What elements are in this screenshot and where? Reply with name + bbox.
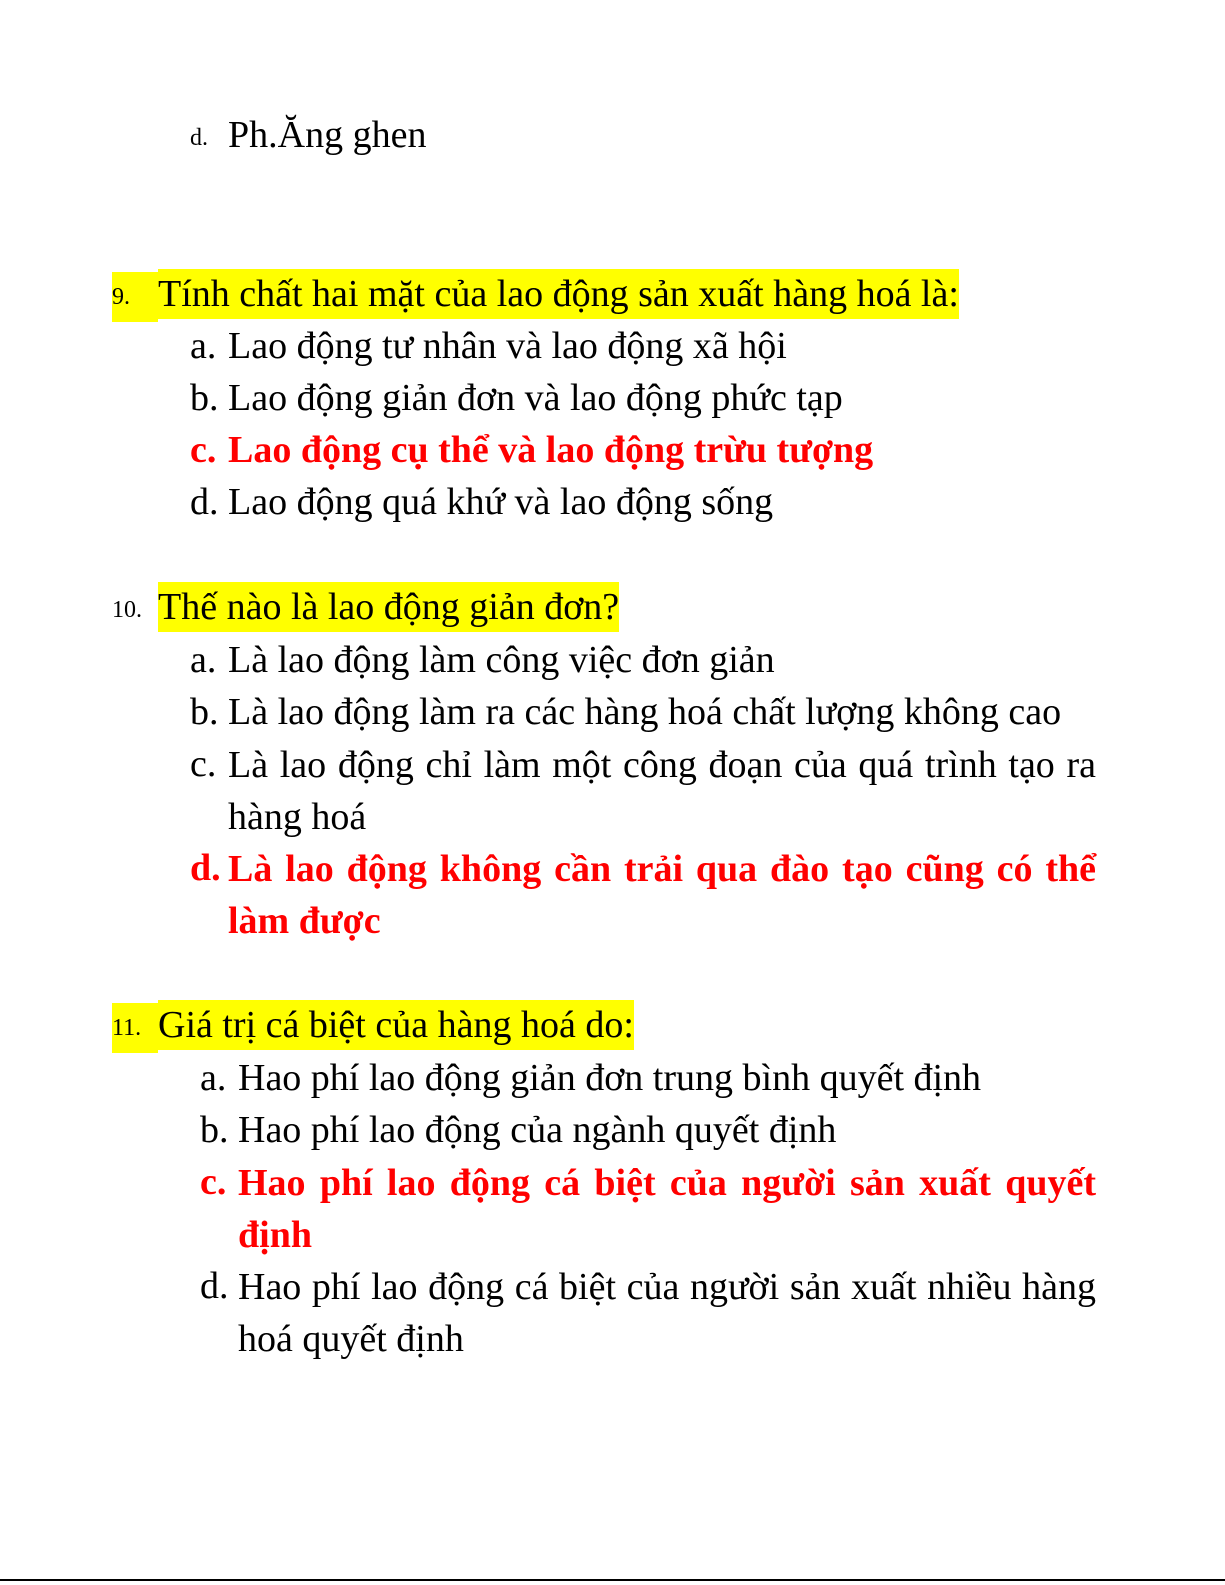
option-label-correct: c. bbox=[200, 1161, 227, 1203]
option-label-correct: d. bbox=[190, 847, 221, 889]
option-label: b. bbox=[190, 377, 219, 419]
option-label: c. bbox=[190, 743, 217, 785]
option-text: Lao động quá khứ và lao động sống bbox=[228, 481, 774, 523]
option-label: a. bbox=[200, 1057, 227, 1099]
option-text-correct: Là lao động không cần trải qua đào tạo cũng có thể làm được bbox=[228, 848, 1096, 942]
option-text: Hao phí lao động giản đơn trung bình quyết định bbox=[238, 1057, 982, 1099]
option-text: Là lao động chỉ làm một công đoạn của quá trình tạo ra hàng hoá bbox=[228, 744, 1096, 838]
question-number: 10. bbox=[112, 597, 142, 623]
question-text: Giá trị cá biệt của hàng hoá do: bbox=[158, 1000, 634, 1050]
prev-option-label: d. bbox=[190, 125, 208, 151]
option-text: Lao động tư nhân và lao động xã hội bbox=[228, 325, 787, 367]
option-text: Hao phí lao động cá biệt của người sản xuất nhiều hàng hoá quyết định bbox=[238, 1266, 1096, 1360]
question-number: 11. bbox=[112, 1003, 158, 1053]
option-text: Là lao động làm công việc đơn giản bbox=[228, 639, 775, 681]
option-label-correct: c. bbox=[190, 429, 217, 471]
page-bottom-rule bbox=[0, 1579, 1225, 1581]
option-label: b. bbox=[200, 1109, 229, 1151]
prev-option-text: Ph.Ăng ghen bbox=[228, 114, 427, 156]
option-label: a. bbox=[190, 325, 217, 367]
option-text-correct: Hao phí lao động cá biệt của người sản xuất quyết định bbox=[238, 1162, 1096, 1256]
option-label: a. bbox=[190, 639, 217, 681]
option-text-correct: Lao động cụ thể và lao động trừu tượng bbox=[228, 429, 874, 471]
option-label: d. bbox=[190, 481, 219, 523]
option-text: Là lao động làm ra các hàng hoá chất lượng không cao bbox=[228, 691, 1062, 733]
option-label: b. bbox=[190, 691, 219, 733]
question-text: Tính chất hai mặt của lao động sản xuất hàng hoá là: bbox=[158, 269, 959, 319]
option-text: Hao phí lao động của ngành quyết định bbox=[238, 1109, 837, 1151]
option-text: Lao động giản đơn và lao động phức tạp bbox=[228, 377, 843, 419]
question-text: Thế nào là lao động giản đơn? bbox=[158, 582, 619, 632]
question-number: 9. bbox=[112, 272, 158, 322]
option-label: d. bbox=[200, 1265, 229, 1307]
